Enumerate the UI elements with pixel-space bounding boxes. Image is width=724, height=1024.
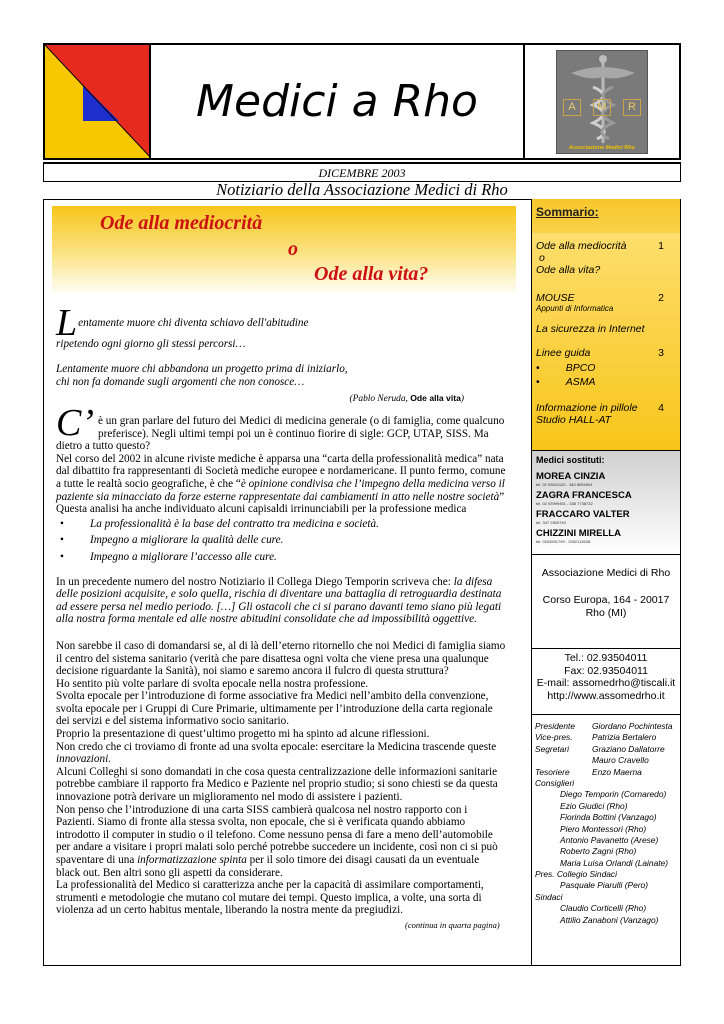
member-name: Mauro Cravello bbox=[592, 755, 649, 766]
doctor-name: FRACCARO VALTER bbox=[536, 509, 630, 520]
list-item: • Impegno a migliorare l’accesso alle cure. bbox=[56, 551, 506, 564]
article-intro: C’ è un gran parlare del futuro dei Medici di medicina generale (o di famiglia, come qualcuno preferisce). Negli ultimi tempi poi un è continuo fiorire di sigle: GCP, UTAP, SISS. Ma dietro a tutto questo? bbox=[56, 402, 505, 453]
issue-date: DICEMBRE 2003 bbox=[43, 162, 681, 182]
medici-sostituti-box bbox=[531, 451, 681, 555]
member-name: Pasquale Piarulli (Pero) bbox=[560, 880, 648, 891]
article-paragraph: In un precedente numero del nostro Notiziario il Collega Diego Temporin scriveva che: la difesa delle posizioni acquisite, e solo quella, rischia di diventare una battaglia di retroguardia destinata ad essere persa nel medio periodo. […] Gli ostacoli che ci si parano davanti temo siano più legati alla nostra forma mentale ed alle nostre abitudini consolidate che ad impossibilità oggettive. bbox=[56, 575, 502, 626]
toc-subitem-asma: • ASMA bbox=[536, 376, 596, 388]
toc-subitem-bpco: • BPCO bbox=[536, 362, 596, 374]
role-label: Tesoriere bbox=[535, 766, 570, 777]
title-box bbox=[151, 45, 523, 158]
article-continued bbox=[56, 640, 506, 917]
role-label: Segretari bbox=[535, 743, 569, 754]
association-address-line-1: Corso Europa, 164 - 20017 bbox=[542, 594, 670, 606]
doctor-name: ZAGRA FRANCESCA bbox=[536, 490, 632, 501]
article-paragraph: Non penso che l’introduzione di una carta SISS cambierà qualcosa nel nostro rapporto con i Pazienti. Siamo di fronte alla stessa svolta, non epocale, che si è verificata quando abbiamo introdotto il computer in studio o il telefono. Come nessuno pensa di fare a meno dell’automobile per andare a visitare i propri malati solo perché potrebbe succedere un incidente, così non ci si può spaventare di una informatizzazione spinta per il solo timore dei disagi causati da un eventuale black out. Ben altri sono gli aspetti da considerare. bbox=[56, 803, 498, 879]
association-phone: Tel.: 02.93504011 bbox=[564, 652, 648, 664]
member-name: Maria Luisa Orlandi (Lainate) bbox=[560, 857, 668, 868]
sommario-title: Sommario: bbox=[532, 199, 680, 233]
poem-line-2: ripetendo ogni giorno gli stessi percorsi… bbox=[56, 338, 246, 350]
role-label: Pres. Collegio Sindaci bbox=[535, 869, 617, 880]
amr-emblem bbox=[556, 50, 648, 154]
doctor-phone: tel. 02 93999451 - 338 7738732 bbox=[536, 501, 593, 506]
association-email[interactable]: E-mail: assomedrho@tiscali.it bbox=[536, 677, 676, 689]
amr-logo bbox=[523, 45, 679, 158]
member-name: Diego Temporin (Cornaredo) bbox=[560, 789, 667, 800]
association-contacts-box bbox=[531, 649, 681, 715]
doctor-phone: tel. 02 93541120 - 340 8694904 bbox=[536, 482, 593, 487]
member-name: Roberto Zagni (Rho) bbox=[560, 846, 637, 857]
association-address-line-2: Rho (MI) bbox=[585, 607, 627, 619]
member-name: Giordano Pochintesta bbox=[592, 721, 673, 731]
member-name: Antonio Pavanetto (Arese) bbox=[560, 834, 659, 845]
toc-item-mouse[interactable]: MOUSE Appunti di Informatica La sicurezza in Internet 2 bbox=[536, 292, 664, 335]
role-label: Presidente bbox=[535, 721, 576, 731]
masthead bbox=[43, 43, 681, 160]
list-item: • La professionalità è la base del contratto tra medicina e società. bbox=[56, 518, 506, 531]
doctor-phone: tel. 0293591799 - 3392113638 bbox=[536, 539, 591, 544]
role-label: Consiglieri bbox=[535, 777, 575, 788]
poem-line-3: Lentamente muore chi abbandona un progetto prima di iniziarlo, bbox=[56, 363, 348, 375]
member-name: Patrizia Bertalero bbox=[592, 732, 657, 743]
ode-line-1: Ode alla mediocrità bbox=[100, 212, 263, 234]
poem-attribution: (Pablo Neruda, Ode alla vita) bbox=[349, 393, 464, 404]
association-name: Associazione Medici di Rho bbox=[541, 567, 671, 579]
association-website[interactable]: http://www.assomedrho.it bbox=[547, 689, 665, 702]
toc-item-ode[interactable]: Ode alla mediocrità o Ode alla vita? 1 bbox=[536, 240, 664, 276]
poem-line-4: chi non fa domande sugli argomenti che non conosce… bbox=[56, 376, 305, 388]
toc-item-info[interactable]: Informazione in pillole Studio HALL-AT 4 bbox=[536, 402, 664, 426]
association-address-box bbox=[531, 555, 681, 649]
poem-line-1: entamente muore chi diventa schiavo dell'abitudine bbox=[78, 317, 309, 329]
toc-item-linee-guida[interactable]: Linee guida 3 bbox=[536, 347, 664, 359]
ode-line-2: o bbox=[288, 238, 298, 260]
article-paragraph: Proprio la presentazione di quest’ultimo progetto mi ha spinto ad alcune riflessioni. bbox=[56, 728, 430, 741]
doctor-phone: tel. 347 0300740 bbox=[536, 520, 566, 525]
board-box bbox=[531, 715, 681, 966]
principles-list bbox=[56, 518, 506, 564]
member-name: Claudio Corticelli (Rho) bbox=[560, 903, 647, 914]
member-name: Fiorinda Bottini (Vanzago) bbox=[560, 812, 657, 823]
role-label: Vice-pres. bbox=[535, 732, 573, 743]
ode-headline-box bbox=[52, 206, 516, 296]
member-name: Piero Montessori (Rho) bbox=[560, 823, 647, 834]
amr-caption: Associazione Medici Rho bbox=[568, 144, 635, 151]
role-label: Sindaci bbox=[535, 891, 563, 902]
article-paragraph: Svolta epocale per l’introduzione di forme associative fra Medici nell’ambito della convenzione, svolta epocale per i Gruppi di Cure Primarie, ultimamente per l’introduzione della carta regionale dei servizi e del sistema informativo socio sanitario. bbox=[56, 690, 493, 728]
newsletter-subtitle: Notiziario della Associazione Medici di Rho bbox=[216, 180, 508, 199]
newsletter-title: Medici a Rho bbox=[196, 76, 478, 127]
medici-title: Medici sostituti: bbox=[536, 455, 605, 465]
sommario-box bbox=[531, 199, 681, 451]
ode-line-3: Ode alla vita? bbox=[314, 263, 429, 285]
continued-note: (continua in quarta pagina) bbox=[405, 920, 500, 930]
doctor-name: MOREA CINZIA bbox=[536, 471, 606, 482]
geometric-logo bbox=[45, 45, 151, 158]
drop-cap-l: L bbox=[56, 302, 78, 344]
article-paragraph: La professionalità del Medico si caratterizza anche per la capacità di assimilare comportamenti, strumenti e metodologie che mutano col mutare dei tempi. Questo implica, a volte, una sorta di violenza ad un certo habitus mentale, liberando la nostra mente da pregiudizi. bbox=[56, 879, 484, 917]
list-item: • Impegno a migliorare la qualità delle cure. bbox=[56, 534, 506, 547]
member-name: Attilio Zanaboni (Vanzago) bbox=[560, 914, 659, 925]
amr-letters: A M R bbox=[557, 99, 647, 116]
article-paragraph: Non sarebbe il caso di domandarsi se, al di là dell’eterno ritornello che noi Medici di famiglia siamo il centro del sistema sanitario (verità che pare disattesa ogni volta che viene presa una qualunque decisione riguardante la Sanità), noi siamo e saremo ancora il fulcro di questa struttura? bbox=[56, 639, 506, 678]
article-body bbox=[56, 402, 506, 917]
article-paragraph: Nel corso del 2002 in alcune riviste mediche è apparsa una “carta della professionalità medica” nata dal dibattito fra rappresentanti di Società mediche europee e nordamericane. Il punto fermo, comune a tutte le realtà socio geografiche, è che “è opinione condivisa che l’impegno della medicina verso il paziente sia minacciato da forze esterne rappresentate dai cambiamenti in atto nelle nostre società” Questa analisi ha anche individuato alcuni capisaldi irrinunciabili per la professione medica bbox=[56, 452, 506, 516]
member-name: Enzo Maerna bbox=[592, 766, 642, 777]
drop-cap-c: C’ bbox=[56, 402, 94, 444]
member-name: Ezio Giudici (Rho) bbox=[560, 800, 628, 811]
article-paragraph: Ho sentito più volte parlare di svolta epocale nella nostra professione. bbox=[56, 677, 369, 690]
article-paragraph: Alcuni Colleghi si sono domandati in che cosa questa centralizzazione delle informazioni sanitarie potrebbe cambiare il rapporto fra Medico e Paziente nel proprio studio; si sono chiesti se da questa innovazione potrà derivare un miglioramento nel modo di assistere i pazienti. bbox=[56, 765, 498, 804]
doctor-name: CHIZZINI MIRELLA bbox=[536, 528, 621, 539]
association-fax: Fax: 02.93504011 bbox=[564, 664, 648, 677]
member-name: Graziano Dallatorre bbox=[592, 743, 665, 754]
article-paragraph: Non credo che ci troviamo di fronte ad una svolta epocale: esercitare la Medicina trascende queste innovazioni. bbox=[56, 740, 497, 766]
poem-quote bbox=[56, 302, 506, 406]
